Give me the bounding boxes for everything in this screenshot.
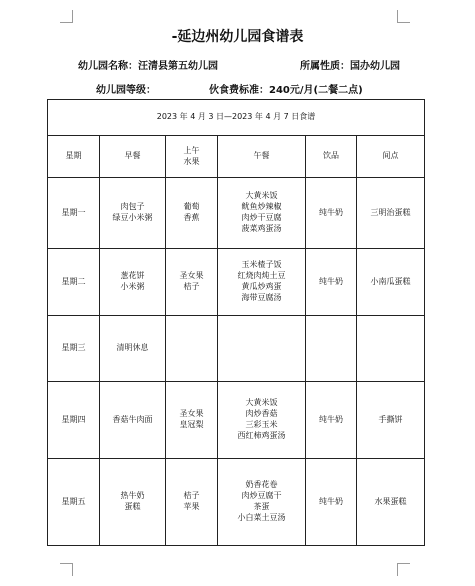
kindergarten-nature-value: 国办幼儿园 bbox=[350, 61, 400, 72]
day-cell: 星期二 bbox=[48, 249, 100, 316]
kindergarten-name-value: 汪清县第五幼儿园 bbox=[138, 61, 218, 72]
breakfast-item: 绿豆小米粥 bbox=[112, 213, 153, 222]
day-cell: 星期五 bbox=[48, 459, 100, 546]
fruit-cell bbox=[166, 459, 218, 546]
page-title: -延边州幼儿园食谱表 bbox=[171, 29, 304, 45]
day-cell: 星期一 bbox=[48, 178, 100, 249]
lunch-item: 奶香花卷 bbox=[245, 480, 278, 490]
fruit-cell bbox=[166, 249, 218, 316]
crop-mark-top-left bbox=[60, 10, 73, 23]
menu-table bbox=[47, 99, 425, 546]
lunch-item: 鱿鱼炒辣椒 bbox=[241, 202, 282, 212]
lunch-item: 黄瓜炒鸡蛋 bbox=[241, 282, 282, 291]
snack-cell bbox=[357, 249, 425, 316]
drink-cell bbox=[306, 316, 357, 382]
lunch-item: 菠菜鸡蛋汤 bbox=[241, 223, 282, 233]
kindergarten-name-label: 幼儿园名称： bbox=[78, 61, 138, 72]
lunch-cell bbox=[218, 178, 306, 249]
header-snack: 间点 bbox=[357, 136, 425, 178]
fruit-item: 葡萄 bbox=[183, 202, 200, 212]
kindergarten-grade-label: 幼儿园等级： bbox=[96, 85, 156, 96]
table-row bbox=[48, 382, 425, 459]
lunch-item: 肉炒干豆腐 bbox=[241, 213, 282, 222]
snack-item: 小南瓜蛋糕 bbox=[370, 276, 411, 286]
lunch-item: 大黄米饭 bbox=[245, 398, 278, 408]
header-day: 星期 bbox=[48, 136, 100, 178]
table-row bbox=[48, 249, 425, 316]
breakfast-item: 葱花饼 bbox=[120, 271, 145, 281]
snack-cell bbox=[357, 459, 425, 546]
breakfast-item: 热牛奶 bbox=[120, 491, 145, 501]
fruit-cell bbox=[166, 178, 218, 249]
lunch-item: 小白菜土豆汤 bbox=[237, 512, 286, 522]
fruit-item: 苹果 bbox=[183, 502, 200, 511]
drink-item: 纯牛奶 bbox=[319, 276, 343, 286]
drink-item: 纯牛奶 bbox=[319, 414, 343, 424]
table-row bbox=[48, 459, 425, 546]
drink-cell bbox=[306, 249, 357, 316]
lunch-item: 茶蛋 bbox=[253, 502, 270, 511]
snack-cell bbox=[357, 382, 425, 459]
lunch-item: 西红柿鸡蛋汤 bbox=[237, 430, 286, 440]
breakfast-cell bbox=[100, 459, 166, 546]
drink-cell bbox=[306, 459, 357, 546]
date-range-row bbox=[48, 100, 425, 136]
meal-fee bbox=[209, 81, 363, 96]
day-cell: 星期三 bbox=[48, 316, 100, 382]
snack-cell bbox=[357, 178, 425, 249]
fruit-item: 圣女果 bbox=[179, 271, 204, 281]
table-row bbox=[48, 316, 425, 382]
breakfast-item: 肉包子 bbox=[120, 202, 145, 212]
lunch-item: 红烧肉炖土豆 bbox=[237, 271, 286, 281]
fruit-item: 桔子 bbox=[183, 282, 200, 291]
fruit-item: 桔子 bbox=[183, 491, 200, 501]
drink-cell bbox=[306, 178, 357, 249]
lunch-item: 三彩玉米 bbox=[245, 420, 278, 429]
crop-mark-top-right bbox=[397, 10, 410, 23]
drink-item: 纯牛奶 bbox=[319, 207, 343, 217]
lunch-cell bbox=[218, 316, 306, 382]
drink-cell bbox=[306, 382, 357, 459]
fruit-cell bbox=[166, 382, 218, 459]
lunch-cell bbox=[218, 382, 306, 459]
fruit-cell bbox=[166, 316, 218, 382]
breakfast-cell bbox=[100, 382, 166, 459]
breakfast-cell bbox=[100, 249, 166, 316]
fruit-item: 圣女果 bbox=[179, 409, 204, 419]
kindergarten-name bbox=[78, 57, 218, 72]
fruit-item: 香蕉 bbox=[183, 213, 200, 222]
lunch-item: 海带豆腐汤 bbox=[241, 292, 282, 302]
breakfast-item: 小米粥 bbox=[120, 282, 145, 291]
breakfast-item: 香菇牛肉面 bbox=[112, 414, 153, 424]
lunch-cell bbox=[218, 249, 306, 316]
kindergarten-nature bbox=[300, 57, 400, 72]
day-cell: 星期四 bbox=[48, 382, 100, 459]
header-breakfast: 早餐 bbox=[100, 136, 166, 178]
lunch-cell bbox=[218, 459, 306, 546]
meal-fee-value: 240元/月(二餐二点) bbox=[269, 85, 363, 96]
snack-item: 手撕饼 bbox=[378, 414, 403, 424]
lunch-item: 大黄米饭 bbox=[245, 191, 278, 201]
fruit-item: 皇冠梨 bbox=[179, 420, 204, 429]
breakfast-cell bbox=[100, 178, 166, 249]
header-drink: 饮品 bbox=[306, 136, 357, 178]
snack-cell bbox=[357, 316, 425, 382]
header-row bbox=[48, 136, 425, 178]
header-fruit: 上午 水果 bbox=[166, 136, 218, 178]
meal-fee-label: 伙食费标准： bbox=[209, 85, 269, 96]
breakfast-cell bbox=[100, 316, 166, 382]
drink-item: 纯牛奶 bbox=[319, 496, 343, 506]
date-range-cell: 2023 年 4 月 3 日—2023 年 4 月 7 日食谱 bbox=[48, 100, 425, 136]
crop-mark-bottom-right bbox=[397, 563, 410, 576]
snack-item: 三明治蛋糕 bbox=[370, 207, 411, 217]
breakfast-item: 蛋糕 bbox=[124, 502, 141, 511]
crop-mark-bottom-left bbox=[60, 563, 73, 576]
menu-table-body bbox=[48, 100, 425, 546]
lunch-item: 肉炒豆腐干 bbox=[241, 491, 282, 501]
lunch-item: 肉炒香菇 bbox=[245, 409, 278, 419]
kindergarten-grade bbox=[96, 81, 156, 96]
table-row bbox=[48, 178, 425, 249]
header-lunch: 午餐 bbox=[218, 136, 306, 178]
snack-item: 水果蛋糕 bbox=[374, 496, 407, 506]
lunch-item: 玉米楂子饭 bbox=[241, 260, 282, 270]
breakfast-item: 清明休息 bbox=[116, 343, 149, 353]
kindergarten-nature-label: 所属性质： bbox=[300, 61, 350, 72]
